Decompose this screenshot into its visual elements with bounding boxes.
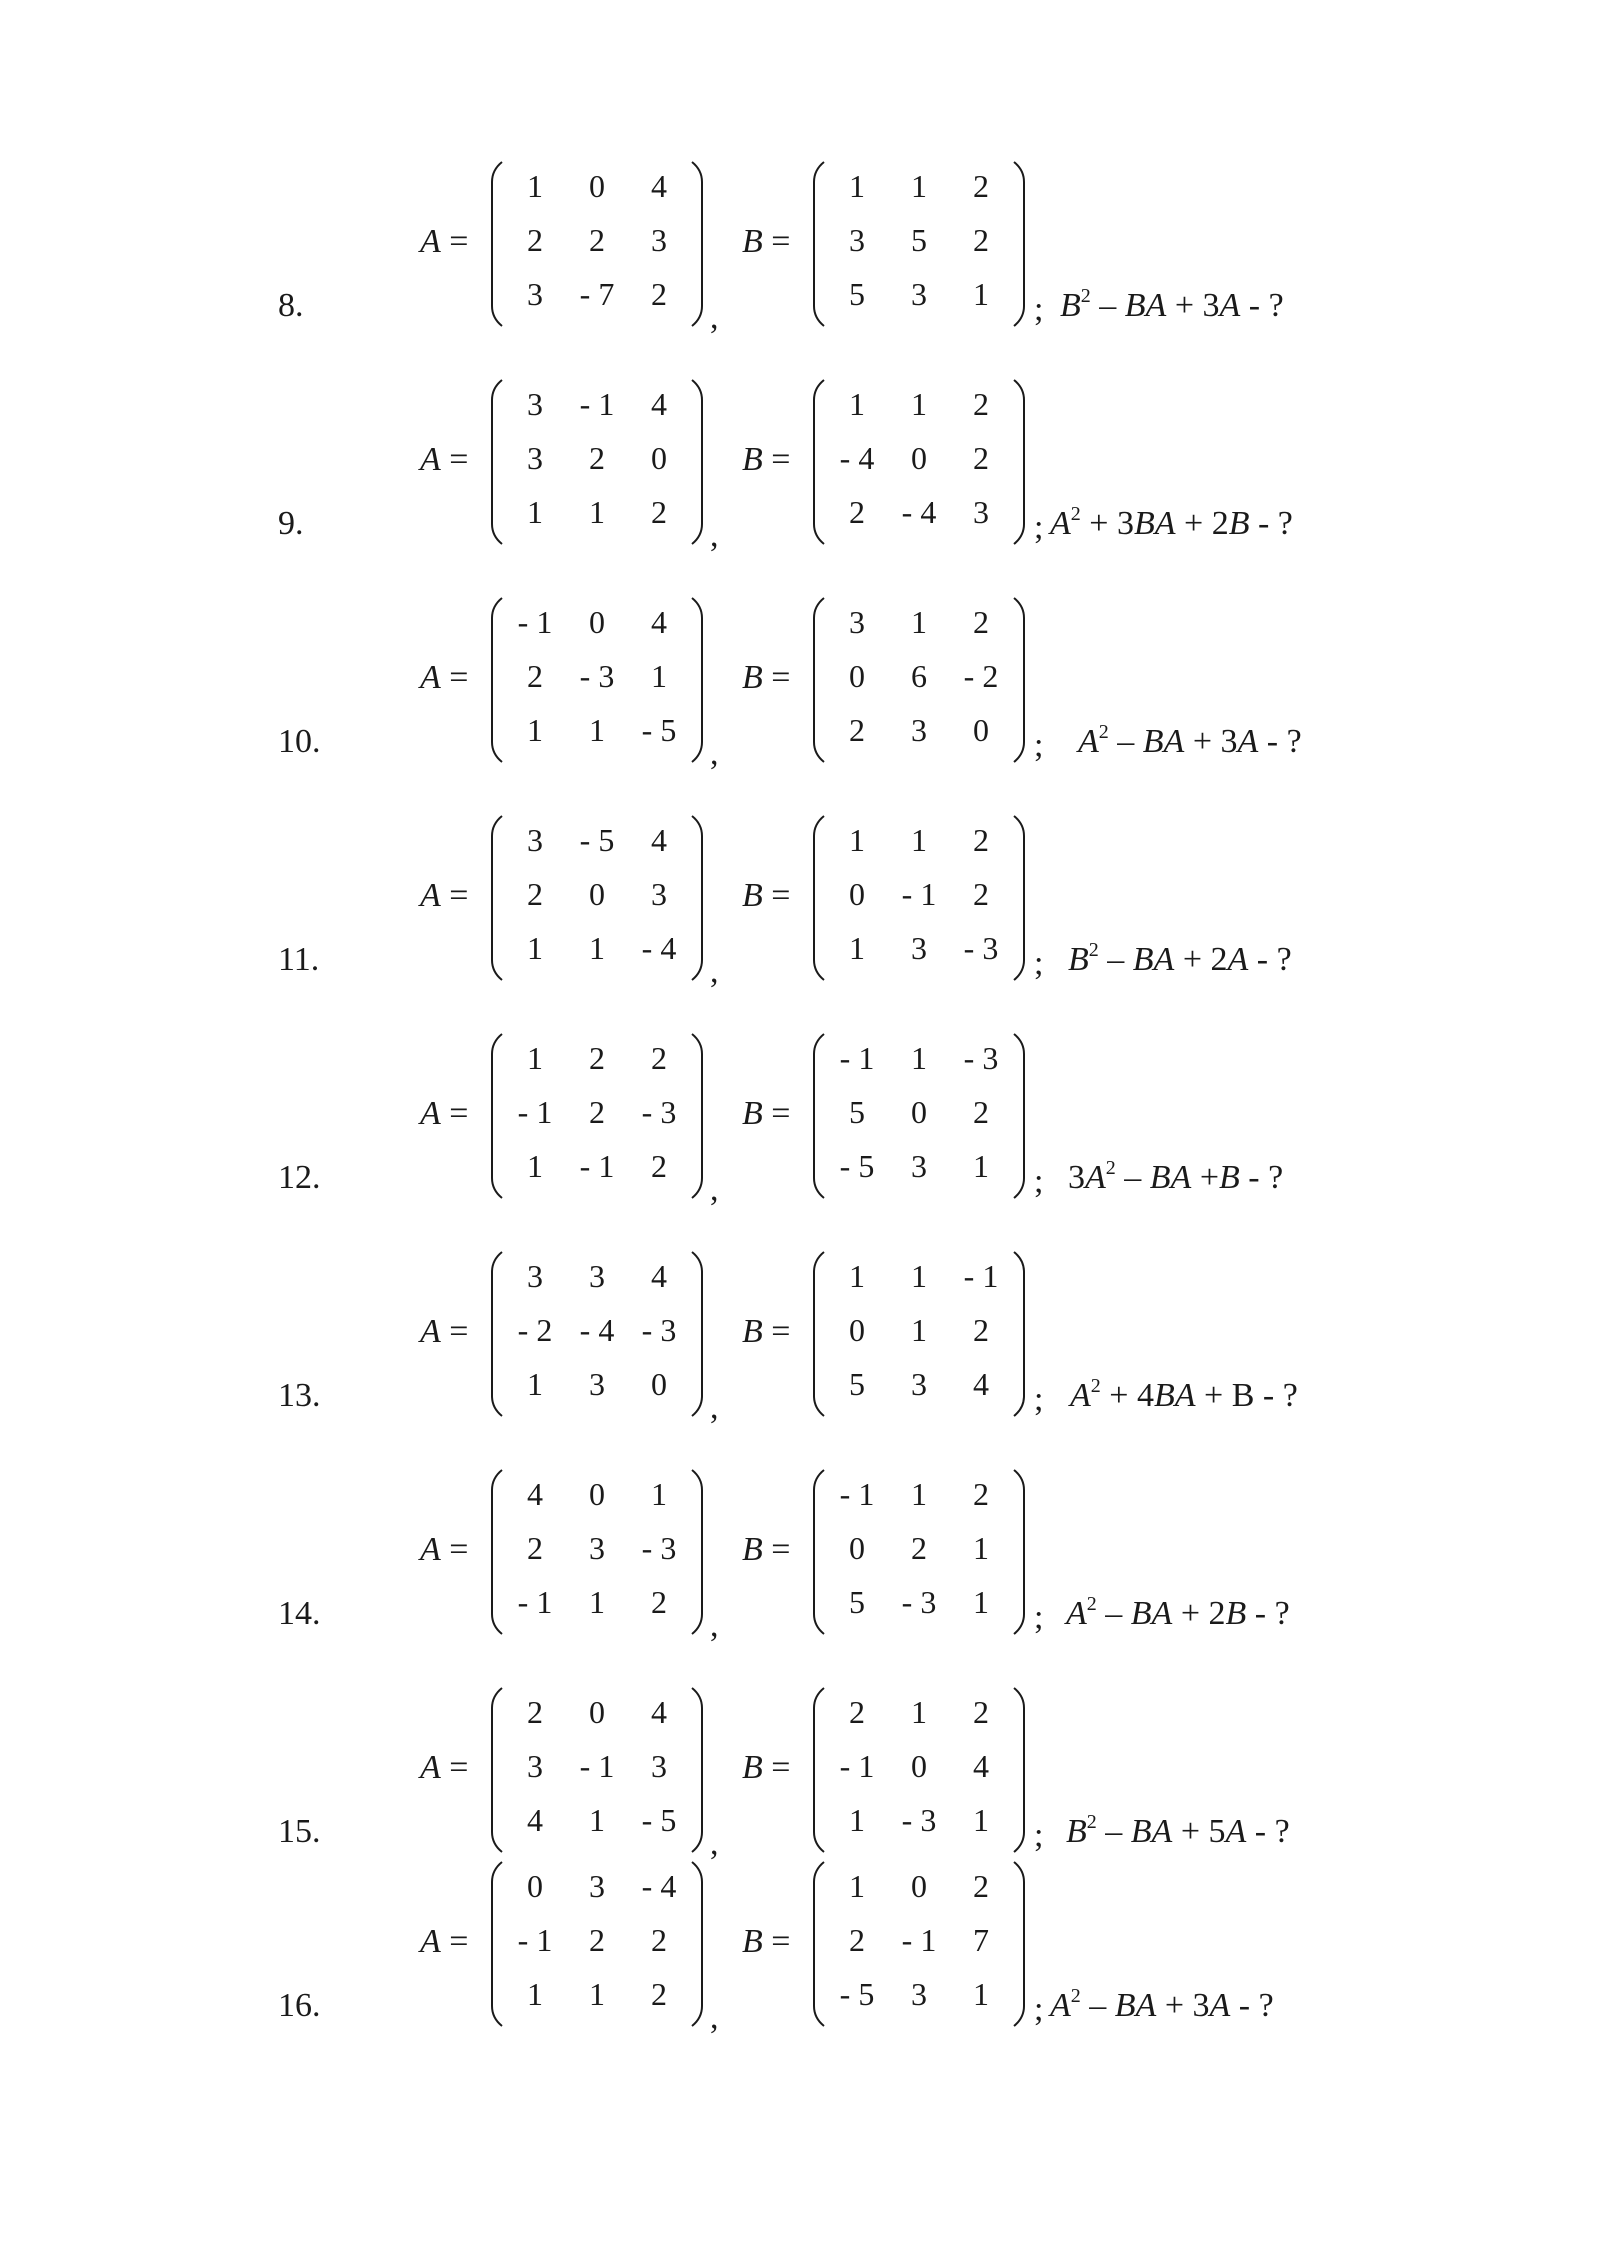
matrix-a-label: A = — [420, 441, 469, 478]
matrix-cell: 2 — [527, 876, 543, 912]
matrix-cell: 2 — [973, 1094, 989, 1130]
matrix-cell: - 1 — [517, 1922, 553, 1958]
matrix-cell: - 4 — [901, 494, 937, 530]
semicolon-separator: ; — [1034, 1817, 1044, 1854]
matrix-cell: 2 — [651, 1148, 667, 1184]
matrix-cell: 1 — [527, 494, 543, 530]
matrix-cell: - 5 — [839, 1976, 875, 2012]
matrix-cell: 0 — [651, 440, 667, 476]
matrix-cell: 0 — [849, 658, 865, 694]
matrix-cell: - 3 — [901, 1802, 937, 1838]
matrix-cell: 1 — [527, 930, 543, 966]
comma-separator: , — [710, 1999, 719, 2036]
matrix-cell: 2 — [527, 222, 543, 258]
matrix-cell: 2 — [527, 1530, 543, 1566]
right-parenthesis — [690, 814, 704, 982]
matrix-cell: 2 — [651, 1040, 667, 1076]
matrix-b-label: B = — [742, 1313, 791, 1350]
matrix-cell: 1 — [911, 1694, 927, 1730]
matrix-cell: 0 — [589, 168, 605, 204]
matrix-cell: 1 — [911, 604, 927, 640]
matrix-cell: 1 — [527, 1976, 543, 2012]
task-expression: $3A^2$ – BA +B - ? — [1068, 1157, 1284, 1196]
matrix-cell: - 2 — [963, 658, 999, 694]
matrix-cell: 3 — [973, 494, 989, 530]
matrix-cell: 1 — [911, 1476, 927, 1512]
right-parenthesis — [690, 160, 704, 328]
matrix-cell: 2 — [973, 1694, 989, 1730]
matrix-cell: 1 — [973, 1148, 989, 1184]
matrix-cell: - 4 — [839, 440, 875, 476]
matrix-cell: 3 — [527, 1258, 543, 1294]
problem-15 — [0, 1686, 1600, 1862]
matrix-cell: 4 — [651, 1258, 667, 1294]
matrix-cell: 3 — [911, 930, 927, 966]
matrix-cell: 1 — [589, 1976, 605, 2012]
matrix-cell: 2 — [973, 222, 989, 258]
matrix-b — [812, 1032, 1026, 1200]
problem-number: 11. — [278, 941, 320, 978]
matrix-cell: 0 — [911, 1748, 927, 1784]
matrix-b-label: B = — [742, 1095, 791, 1132]
matrix-cell: 2 — [973, 1476, 989, 1512]
matrix-cell: 1 — [973, 276, 989, 312]
matrix-a — [490, 1032, 704, 1200]
problem-number: 15. — [278, 1813, 321, 1850]
task-expression: $B^2$ – BA + 5A - ? — [1066, 1811, 1290, 1850]
semicolon-separator: ; — [1034, 291, 1044, 328]
matrix-cell: - 1 — [517, 1584, 553, 1620]
matrix-cell: 3 — [527, 440, 543, 476]
matrix-cell: 3 — [527, 1748, 543, 1784]
matrix-cell: 0 — [973, 712, 989, 748]
matrix-b — [812, 378, 1026, 546]
problem-12 — [0, 1032, 1600, 1208]
matrix-cell: 2 — [973, 1312, 989, 1348]
matrix-cell: 3 — [589, 1868, 605, 1904]
problem-number: 12. — [278, 1159, 321, 1196]
matrix-cell: 3 — [651, 876, 667, 912]
right-parenthesis — [1012, 1468, 1026, 1636]
comma-separator: , — [710, 517, 719, 554]
problem-number: 9. — [278, 505, 304, 542]
matrix-cell: 2 — [973, 822, 989, 858]
matrix-cell: 1 — [527, 1366, 543, 1402]
matrix-cell: 1 — [849, 168, 865, 204]
matrix-a — [490, 814, 704, 982]
matrix-a — [490, 1860, 704, 2028]
matrix-cell: 4 — [973, 1366, 989, 1402]
matrix-cell: 1 — [973, 1976, 989, 2012]
matrix-b — [812, 160, 1026, 328]
problem-16 — [0, 1860, 1600, 2036]
matrix-cell: 3 — [849, 604, 865, 640]
matrix-cell: 1 — [849, 1258, 865, 1294]
matrix-cell: 7 — [973, 1922, 989, 1958]
matrix-b-label: B = — [742, 1531, 791, 1568]
matrix-cell: 3 — [911, 712, 927, 748]
matrix-a — [490, 1468, 704, 1636]
matrix-cell: 1 — [911, 822, 927, 858]
matrix-cell: - 3 — [641, 1312, 677, 1348]
matrix-cell: 1 — [527, 168, 543, 204]
matrix-cell: 1 — [911, 386, 927, 422]
matrix-cell: 4 — [651, 822, 667, 858]
task-expression: $A^2 + 4BA + B$ - ? — [1070, 1375, 1298, 1414]
matrix-cell: 2 — [973, 386, 989, 422]
matrix-a-label: A = — [420, 1095, 469, 1132]
task-expression: $A^2$ – BA + 3A - ? — [1050, 1985, 1274, 2024]
matrix-cell: 0 — [849, 1312, 865, 1348]
matrix-cell: 3 — [911, 1976, 927, 2012]
matrix-cell: 3 — [589, 1258, 605, 1294]
matrix-cell: 3 — [911, 276, 927, 312]
matrix-cell: 2 — [973, 604, 989, 640]
comma-separator: , — [710, 1607, 719, 1644]
matrix-cell: 1 — [849, 1802, 865, 1838]
matrix-cell: 2 — [849, 1922, 865, 1958]
semicolon-separator: ; — [1034, 945, 1044, 982]
matrix-cell: 1 — [911, 1312, 927, 1348]
matrix-cell: 2 — [973, 1868, 989, 1904]
matrix-cell: 1 — [651, 658, 667, 694]
task-expression: $A^2 + 3BA + 2B$ - ? — [1050, 503, 1293, 542]
matrix-cell: 2 — [589, 1040, 605, 1076]
matrix-cell: 2 — [849, 712, 865, 748]
problem-11 — [0, 814, 1600, 990]
matrix-cell: - 7 — [579, 276, 615, 312]
matrix-b — [812, 1250, 1026, 1418]
right-parenthesis — [690, 1686, 704, 1854]
matrix-cell: - 3 — [963, 1040, 999, 1076]
matrix-b-label: B = — [742, 659, 791, 696]
matrix-cell: 1 — [849, 386, 865, 422]
matrix-cell: 1 — [589, 494, 605, 530]
matrix-cell: 1 — [849, 822, 865, 858]
matrix-cell: 1 — [589, 930, 605, 966]
comma-separator: , — [710, 1825, 719, 1862]
matrix-cell: - 3 — [641, 1094, 677, 1130]
problem-number: 14. — [278, 1595, 321, 1632]
matrix-cell: - 4 — [641, 930, 677, 966]
comma-separator: , — [710, 1171, 719, 1208]
matrix-cell: 0 — [911, 440, 927, 476]
matrix-cell: 4 — [651, 604, 667, 640]
semicolon-separator: ; — [1034, 1991, 1044, 2028]
semicolon-separator: ; — [1034, 509, 1044, 546]
matrix-cell: 4 — [651, 168, 667, 204]
matrix-a-label: A = — [420, 1749, 469, 1786]
matrix-cell: 1 — [527, 1040, 543, 1076]
matrix-cell: 1 — [911, 1258, 927, 1294]
right-parenthesis — [1012, 1686, 1026, 1854]
right-parenthesis — [690, 1250, 704, 1418]
problem-9 — [0, 378, 1600, 554]
matrix-b — [812, 1468, 1026, 1636]
right-parenthesis — [1012, 1250, 1026, 1418]
matrix-cell: 0 — [911, 1868, 927, 1904]
matrix-cell: 4 — [651, 1694, 667, 1730]
matrix-cell: 1 — [527, 712, 543, 748]
matrix-cell: 2 — [849, 494, 865, 530]
matrix-cell: 2 — [849, 1694, 865, 1730]
matrix-cell: 5 — [911, 222, 927, 258]
matrix-cell: 3 — [527, 276, 543, 312]
matrix-cell: 1 — [973, 1584, 989, 1620]
matrix-b — [812, 1860, 1026, 2028]
matrix-cell: 6 — [911, 658, 927, 694]
matrix-b — [812, 814, 1026, 982]
matrix-cell: 3 — [651, 222, 667, 258]
matrix-cell: 0 — [849, 876, 865, 912]
matrix-cell: - 1 — [839, 1748, 875, 1784]
matrix-cell: 3 — [651, 1748, 667, 1784]
matrix-cell: 5 — [849, 1584, 865, 1620]
matrix-cell: - 5 — [839, 1148, 875, 1184]
matrix-cell: 2 — [651, 1922, 667, 1958]
matrix-a — [490, 1250, 704, 1418]
matrix-cell: 3 — [527, 822, 543, 858]
matrix-cell: 2 — [589, 1922, 605, 1958]
right-parenthesis — [1012, 160, 1026, 328]
problem-number: 13. — [278, 1377, 321, 1414]
matrix-cell: 3 — [527, 386, 543, 422]
matrix-cell: 2 — [651, 1976, 667, 2012]
right-parenthesis — [690, 1860, 704, 2028]
matrix-cell: 1 — [589, 1802, 605, 1838]
comma-separator: , — [710, 735, 719, 772]
matrix-cell: 5 — [849, 1366, 865, 1402]
matrix-b — [812, 596, 1026, 764]
matrix-cell: 2 — [589, 440, 605, 476]
matrix-cell: 2 — [973, 440, 989, 476]
matrix-a — [490, 378, 704, 546]
matrix-cell: 2 — [527, 658, 543, 694]
matrix-a — [490, 1686, 704, 1854]
right-parenthesis — [1012, 378, 1026, 546]
matrix-cell: 3 — [589, 1366, 605, 1402]
matrix-cell: 3 — [849, 222, 865, 258]
matrix-b — [812, 1686, 1026, 1854]
right-parenthesis — [690, 378, 704, 546]
matrix-a-label: A = — [420, 1313, 469, 1350]
matrix-cell: - 3 — [901, 1584, 937, 1620]
right-parenthesis — [690, 1468, 704, 1636]
matrix-cell: 2 — [651, 1584, 667, 1620]
matrix-cell: 1 — [849, 1868, 865, 1904]
matrix-cell: 0 — [911, 1094, 927, 1130]
problem-10 — [0, 596, 1600, 772]
right-parenthesis — [1012, 1860, 1026, 2028]
matrix-a-label: A = — [420, 223, 469, 260]
semicolon-separator: ; — [1034, 1163, 1044, 1200]
problem-number: 8. — [278, 287, 304, 324]
matrix-cell: - 3 — [641, 1530, 677, 1566]
task-expression: $A^2$ – BA + 2B - ? — [1066, 1593, 1290, 1632]
matrix-cell: 1 — [911, 168, 927, 204]
task-expression: $B^2$ – BA + 3A - ? — [1060, 285, 1284, 324]
matrix-cell: 0 — [527, 1868, 543, 1904]
comma-separator: , — [710, 299, 719, 336]
matrix-cell: 5 — [849, 1094, 865, 1130]
matrix-b-label: B = — [742, 223, 791, 260]
matrix-cell: 3 — [589, 1530, 605, 1566]
matrix-cell: 1 — [651, 1476, 667, 1512]
matrix-cell: - 4 — [579, 1312, 615, 1348]
semicolon-separator: ; — [1034, 1381, 1044, 1418]
matrix-cell: 2 — [651, 494, 667, 530]
matrix-cell: - 1 — [517, 604, 553, 640]
matrix-cell: - 1 — [579, 1148, 615, 1184]
matrix-a — [490, 596, 704, 764]
matrix-cell: - 1 — [839, 1476, 875, 1512]
matrix-b-label: B = — [742, 441, 791, 478]
matrix-cell: 2 — [527, 1694, 543, 1730]
matrix-cell: 4 — [527, 1476, 543, 1512]
matrix-b-label: B = — [742, 877, 791, 914]
matrix-cell: 1 — [589, 712, 605, 748]
matrix-cell: 2 — [589, 222, 605, 258]
matrix-cell: - 3 — [579, 658, 615, 694]
right-parenthesis — [1012, 814, 1026, 982]
matrix-cell: - 1 — [901, 1922, 937, 1958]
matrix-cell: 0 — [849, 1530, 865, 1566]
matrix-a-label: A = — [420, 659, 469, 696]
semicolon-separator: ; — [1034, 1599, 1044, 1636]
matrix-cell: - 4 — [641, 1868, 677, 1904]
matrix-cell: - 1 — [517, 1094, 553, 1130]
problem-number: 16. — [278, 1987, 321, 2024]
matrix-cell: 2 — [911, 1530, 927, 1566]
matrix-cell: 1 — [973, 1802, 989, 1838]
matrix-cell: 0 — [589, 1476, 605, 1512]
matrix-cell: 2 — [589, 1094, 605, 1130]
problem-14 — [0, 1468, 1600, 1644]
matrix-cell: 2 — [973, 168, 989, 204]
matrix-cell: 1 — [849, 930, 865, 966]
task-expression: $B^2$ – BA + 2A - ? — [1068, 939, 1292, 978]
matrix-cell: 4 — [651, 386, 667, 422]
matrix-cell: 0 — [589, 604, 605, 640]
matrix-cell: - 1 — [839, 1040, 875, 1076]
right-parenthesis — [690, 1032, 704, 1200]
matrix-cell: - 3 — [963, 930, 999, 966]
task-expression: $A^2$ – BA + 3A - ? — [1078, 721, 1302, 760]
matrix-a — [490, 160, 704, 328]
matrix-cell: 3 — [911, 1148, 927, 1184]
matrix-cell: 3 — [911, 1366, 927, 1402]
matrix-cell: 4 — [973, 1748, 989, 1784]
matrix-cell: - 1 — [579, 1748, 615, 1784]
matrix-cell: - 1 — [963, 1258, 999, 1294]
problem-8 — [0, 160, 1600, 336]
matrix-cell: 4 — [527, 1802, 543, 1838]
matrix-cell: 0 — [589, 876, 605, 912]
right-parenthesis — [1012, 596, 1026, 764]
matrix-a-label: A = — [420, 1531, 469, 1568]
matrix-cell: 1 — [973, 1530, 989, 1566]
matrix-cell: - 2 — [517, 1312, 553, 1348]
matrix-cell: 5 — [849, 276, 865, 312]
matrix-cell: - 5 — [641, 712, 677, 748]
matrix-a-label: A = — [420, 1923, 469, 1960]
matrix-cell: 2 — [651, 276, 667, 312]
matrix-cell: 1 — [527, 1148, 543, 1184]
problem-number: 10. — [278, 723, 321, 760]
right-parenthesis — [690, 596, 704, 764]
problem-13 — [0, 1250, 1600, 1426]
right-parenthesis — [1012, 1032, 1026, 1200]
matrix-cell: - 5 — [641, 1802, 677, 1838]
matrix-cell: 0 — [589, 1694, 605, 1730]
matrix-a-label: A = — [420, 877, 469, 914]
matrix-b-label: B = — [742, 1749, 791, 1786]
semicolon-separator: ; — [1034, 727, 1044, 764]
matrix-b-label: B = — [742, 1923, 791, 1960]
matrix-cell: 1 — [911, 1040, 927, 1076]
matrix-cell: - 5 — [579, 822, 615, 858]
matrix-cell: - 1 — [579, 386, 615, 422]
comma-separator: , — [710, 953, 719, 990]
matrix-cell: 2 — [973, 876, 989, 912]
matrix-cell: - 1 — [901, 876, 937, 912]
comma-separator: , — [710, 1389, 719, 1426]
matrix-cell: 0 — [651, 1366, 667, 1402]
matrix-cell: 1 — [589, 1584, 605, 1620]
